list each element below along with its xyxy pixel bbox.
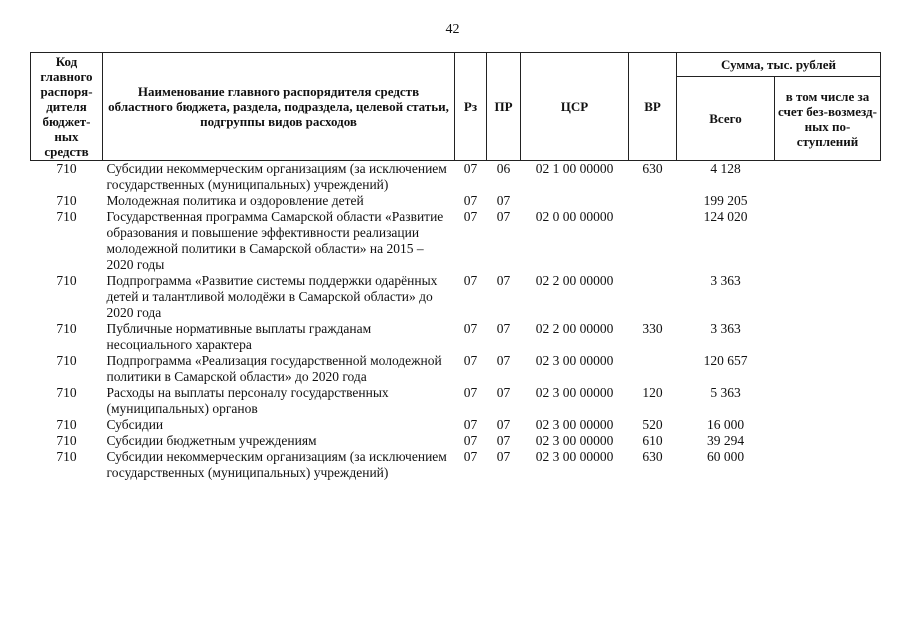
cell-vr [629,209,677,273]
cell-vr [629,353,677,385]
cell-rz: 07 [463,353,478,368]
table-row [31,353,881,385]
header-name: Наименование главного распорядителя средств областного бюджета, раздела, подраздела, целевой статьи, подгруппы видов расходов [103,53,455,161]
cell-free [775,161,881,194]
cell-total: 60 000 [706,449,745,464]
cell-code: 710 [56,385,77,400]
cell-csr: 02 1 00 00000 [535,161,614,176]
cell-vr [629,193,677,209]
header-total: Всего [677,77,775,161]
cell-total: 16 000 [706,417,745,432]
cell-name: Субсидии бюджетным учреждениям [106,433,317,448]
cell-pr: 07 [496,353,511,368]
cell-rz: 07 [463,193,478,208]
cell-pr: 06 [496,161,511,176]
table-body [31,161,881,482]
cell-free [775,273,881,321]
cell-csr [521,193,629,209]
cell-csr: 02 2 00 00000 [535,321,614,336]
cell-csr: 02 0 00 00000 [535,209,614,224]
table-row [31,449,881,481]
cell-name: Субсидии некоммерческим организациям (за исключением государственных (муниципальных) учреждений) [106,161,447,192]
cell-code: 710 [56,433,77,448]
cell-code: 710 [56,193,77,208]
cell-vr: 630 [642,161,663,176]
cell-csr: 02 3 00 00000 [535,385,614,400]
cell-pr: 07 [496,321,511,336]
cell-pr: 07 [496,385,511,400]
cell-code: 710 [56,161,77,176]
cell-free [775,417,881,433]
cell-rz: 07 [463,209,478,224]
table-row [31,209,881,273]
cell-pr: 07 [496,417,511,432]
cell-vr: 330 [642,321,663,336]
table-row [31,161,881,194]
cell-free [775,321,881,353]
cell-name: Расходы на выплаты персоналу государственных (муниципальных) органов [106,385,389,416]
cell-csr: 02 3 00 00000 [535,417,614,432]
table-row [31,321,881,353]
header-code: Код главного распоря-дителя бюджет-ных средств [31,53,103,161]
cell-code: 710 [56,209,77,224]
cell-total: 39 294 [706,433,745,448]
cell-code: 710 [56,417,77,432]
cell-code: 710 [56,321,77,336]
cell-pr: 07 [496,433,511,448]
cell-rz: 07 [463,321,478,336]
header-sum: Сумма, тыс. рублей [677,53,881,77]
page-number: 42 [445,22,460,37]
table-row [31,193,881,209]
cell-csr: 02 3 00 00000 [535,353,614,368]
cell-name: Субсидии некоммерческим организациям (за исключением государственных (муниципальных) учреждений) [106,449,447,480]
cell-pr: 07 [496,209,511,224]
cell-free [775,353,881,385]
cell-rz: 07 [463,161,478,176]
cell-code: 710 [56,353,77,368]
cell-total: 3 363 [710,273,741,288]
cell-pr: 07 [496,193,511,208]
cell-total: 124 020 [703,209,748,224]
cell-free [775,193,881,209]
cell-total: 5 363 [710,385,741,400]
table-header [31,53,881,161]
cell-name: Подпрограмма «Развитие системы поддержки одарённых детей и талантливой молодёжи в Самарской области» до 2020 года [106,273,438,320]
cell-pr: 07 [496,449,511,464]
cell-code: 710 [56,449,77,464]
cell-total: 120 657 [703,353,748,368]
header-csr: ЦСР [521,53,629,161]
cell-vr [629,273,677,321]
table-row [31,385,881,417]
cell-vr: 520 [642,417,663,432]
cell-code: 710 [56,273,77,288]
cell-name: Молодежная политика и оздоровление детей [106,193,364,208]
cell-vr: 630 [642,449,663,464]
header-free: в том числе за счет без-возмезд-ных по-ступлений [775,77,881,161]
cell-free [775,209,881,273]
cell-csr: 02 2 00 00000 [535,273,614,288]
budget-table [30,52,881,481]
cell-rz: 07 [463,417,478,432]
header-rz: Рз [455,53,487,161]
cell-rz: 07 [463,433,478,448]
cell-total: 3 363 [710,321,741,336]
cell-name: Публичные нормативные выплаты гражданам несоциального характера [106,321,372,352]
table-row [31,273,881,321]
table-row [31,433,881,449]
cell-vr: 120 [642,385,663,400]
cell-free [775,433,881,449]
cell-pr: 07 [496,273,511,288]
cell-rz: 07 [463,449,478,464]
cell-csr: 02 3 00 00000 [535,433,614,448]
cell-total: 4 128 [710,161,741,176]
header-vr: ВР [629,53,677,161]
cell-rz: 07 [463,385,478,400]
cell-name: Государственная программа Самарской области «Развитие образования и повышение эффективности реализации молодежной политики в Самарской области» на 2015 – 2020 годы [106,209,444,272]
cell-total: 199 205 [703,193,748,208]
cell-rz: 07 [463,273,478,288]
table-row [31,417,881,433]
cell-name: Субсидии [106,417,164,432]
header-pr: ПР [487,53,521,161]
cell-free [775,385,881,417]
cell-vr: 610 [642,433,663,448]
cell-name: Подпрограмма «Реализация государственной молодежной политики в Самарской области» до 2020 года [106,353,442,384]
cell-csr: 02 3 00 00000 [535,449,614,464]
cell-free [775,449,881,481]
